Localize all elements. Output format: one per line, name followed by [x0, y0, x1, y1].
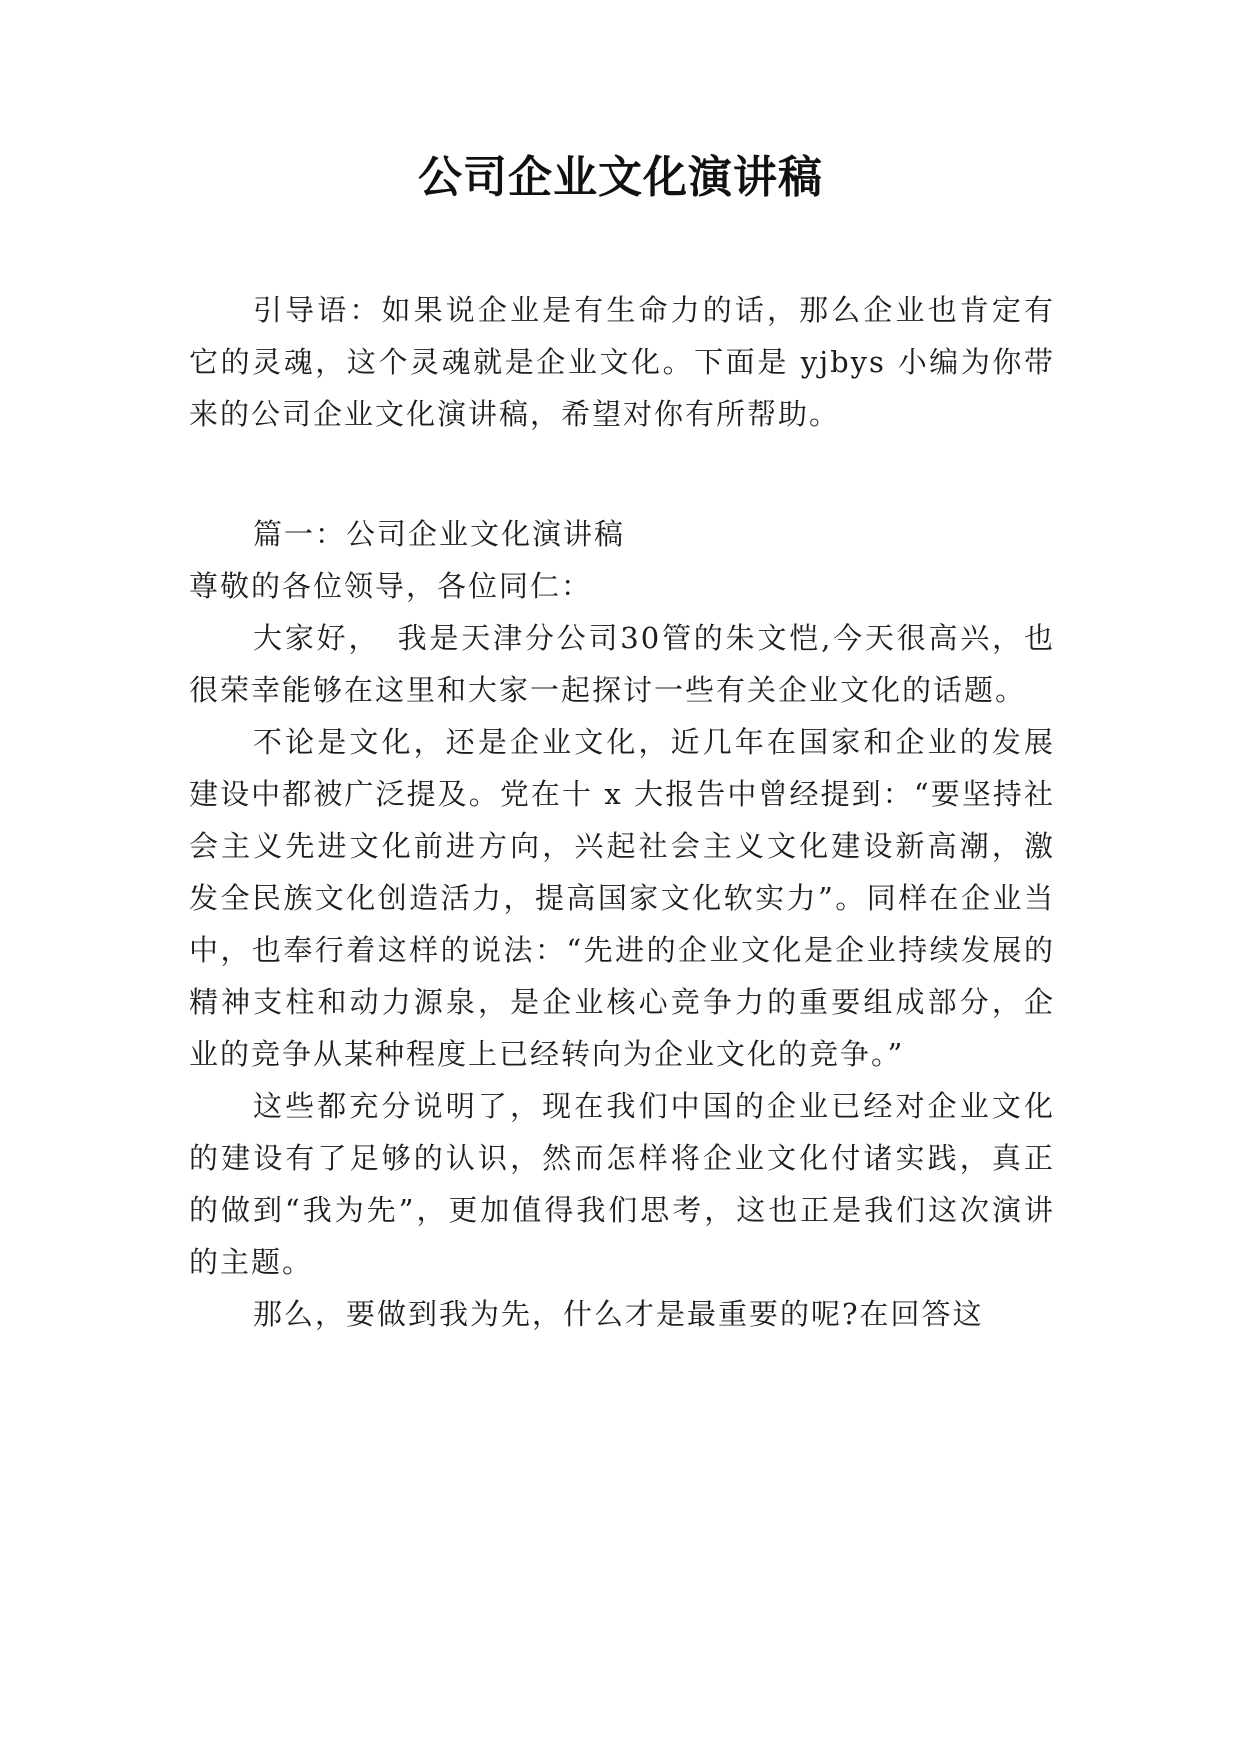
body-paragraph: 这些都充分说明了，现在我们中国的企业已经对企业文化的建设有了足够的认识，然而怎样将企业文化付诸实践，真正的做到“我为先”，更加值得我们思考，这也正是我们这次演讲的主题。 — [189, 1089, 1055, 1279]
document-title: 公司企业文化演讲稿 — [418, 152, 823, 203]
body-paragraph: 不论是文化，还是企业文化，近几年在国家和企业的发展建设中都被广泛提及。党在十 x 大报告中曾经提到：“要坚持社会主义先进文化前进方向，兴起社会主义文化建设新高潮，激发全民族文化创造活力，提高国家文化软实力”。同样在企业当中，也奉行着这样的说法：“先进的企业文化是企业持续发展的精神支柱和动力源泉，是企业核心竞争力的重要组成部分，企业的竞争从某种程度上已经转向为企业文化的竞争。” — [189, 725, 1055, 1071]
document-body — [189, 284, 1055, 1340]
section-heading: 篇一：公司企业文化演讲稿 — [253, 517, 626, 551]
body-paragraph: 那么，要做到我为先，什么才是最重要的呢?在回答这 — [253, 1297, 984, 1331]
salutation: 尊敬的各位领导，各位同仁： — [189, 569, 593, 603]
body-paragraph: 大家好， 我是天津分公司30管的朱文恺,今天很高兴，也很荣幸能够在这里和大家一起探讨一些有关企业文化的话题。 — [189, 621, 1055, 707]
intro-paragraph: 引导语：如果说企业是有生命力的话，那么企业也肯定有它的灵魂，这个灵魂就是企业文化。下面是 yjbys 小编为你带来的公司企业文化演讲稿，希望对你有所帮助。 — [189, 293, 1055, 431]
